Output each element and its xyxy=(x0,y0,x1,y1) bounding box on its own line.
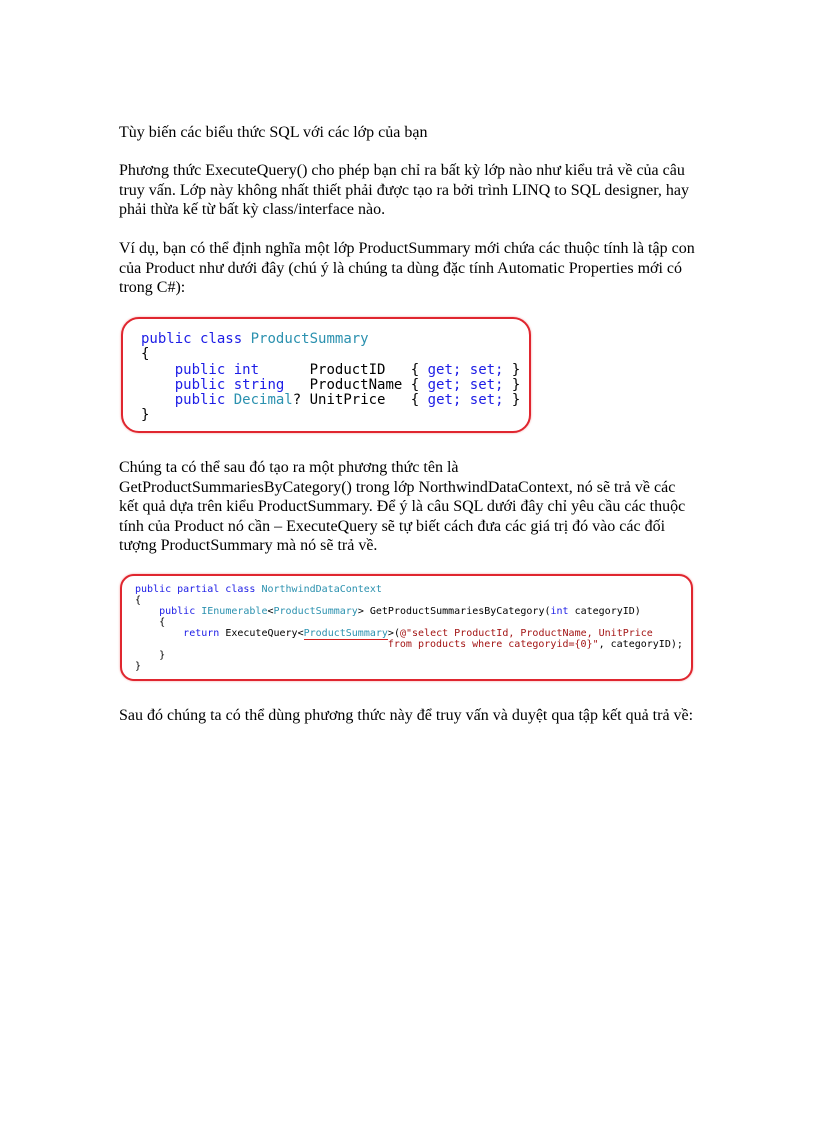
paragraph-method xyxy=(119,458,709,556)
text-line: tính của Product nó cần – ExecuteQuery sẽ tự biết cách đưa các giá trị đó vào các đối xyxy=(119,517,666,535)
text-line: GetProductSummariesByCategory() trong lớp NorthwindDataContext, nó sẽ trả về các xyxy=(119,478,676,496)
code-line: public string ProductName { get; set; } xyxy=(174,377,521,393)
text-line: của Product như dưới đây (chú ý là chúng ta dùng đặc tính Automatic Properties mới có xyxy=(119,259,683,277)
text-line: Sau đó chúng ta có thể dùng phương thức này để truy vấn và duyệt qua tập kết quả trả về: xyxy=(119,707,694,724)
code-line: public class ProductSummary xyxy=(141,331,369,347)
code-line: { xyxy=(141,346,150,362)
text-line: phải thừa kế từ bất kỳ class/interface nào. xyxy=(119,201,386,218)
text-line: Phương thức ExecuteQuery() cho phép bạn chỉ ra bất kỳ lớp nào như kiểu trả về của câu xyxy=(119,162,685,179)
text-line: trong C#): xyxy=(119,279,186,296)
paragraph-executequery xyxy=(119,161,709,220)
code-snippet-northwind xyxy=(120,574,693,681)
page-heading: Tùy biến các biểu thức SQL với các lớp của bạn xyxy=(119,124,428,141)
text-line: kết quả dựa trên kiểu ProductSummary. Để ý là câu SQL dưới đây chỉ yêu cầu các thuộc xyxy=(119,498,686,515)
code-line: { xyxy=(135,595,142,606)
text-line: Chúng ta có thể sau đó tạo ra một phương thức tên là xyxy=(119,459,459,476)
code-line: { xyxy=(159,617,166,628)
code-line: from products where categoryid={0}", categoryID); xyxy=(387,639,683,650)
text-line: truy vấn. Lớp này không nhất thiết phải được tạo ra bởi trình LINQ to SQL designer, hay xyxy=(119,181,690,199)
paragraph-example xyxy=(119,239,709,298)
code-line: } xyxy=(135,661,142,672)
code-line: return ExecuteQuery<ProductSummary>(@"select ProductId, ProductName, UnitPrice xyxy=(183,628,653,639)
text-line: Ví dụ, bạn có thể định nghĩa một lớp ProductSummary mới chứa các thuộc tính là tập con xyxy=(119,240,695,257)
paragraph-usage xyxy=(119,706,709,726)
code-line: public Decimal? UnitPrice { get; set; } xyxy=(174,392,521,408)
text-line: tượng ProductSummary mà nó sẽ trả về. xyxy=(119,537,378,554)
underlined-type: ProductSummary xyxy=(303,628,388,639)
code-line: } xyxy=(141,407,150,423)
code-snippet-productsummary xyxy=(121,317,531,433)
code-line: public partial class NorthwindDataContext xyxy=(135,584,382,595)
code-line: public int ProductID { get; set; } xyxy=(174,362,521,378)
code-line: public IEnumerable<ProductSummary> GetProductSummariesByCategory(int categoryID) xyxy=(159,606,641,617)
code-line: } xyxy=(159,650,166,661)
